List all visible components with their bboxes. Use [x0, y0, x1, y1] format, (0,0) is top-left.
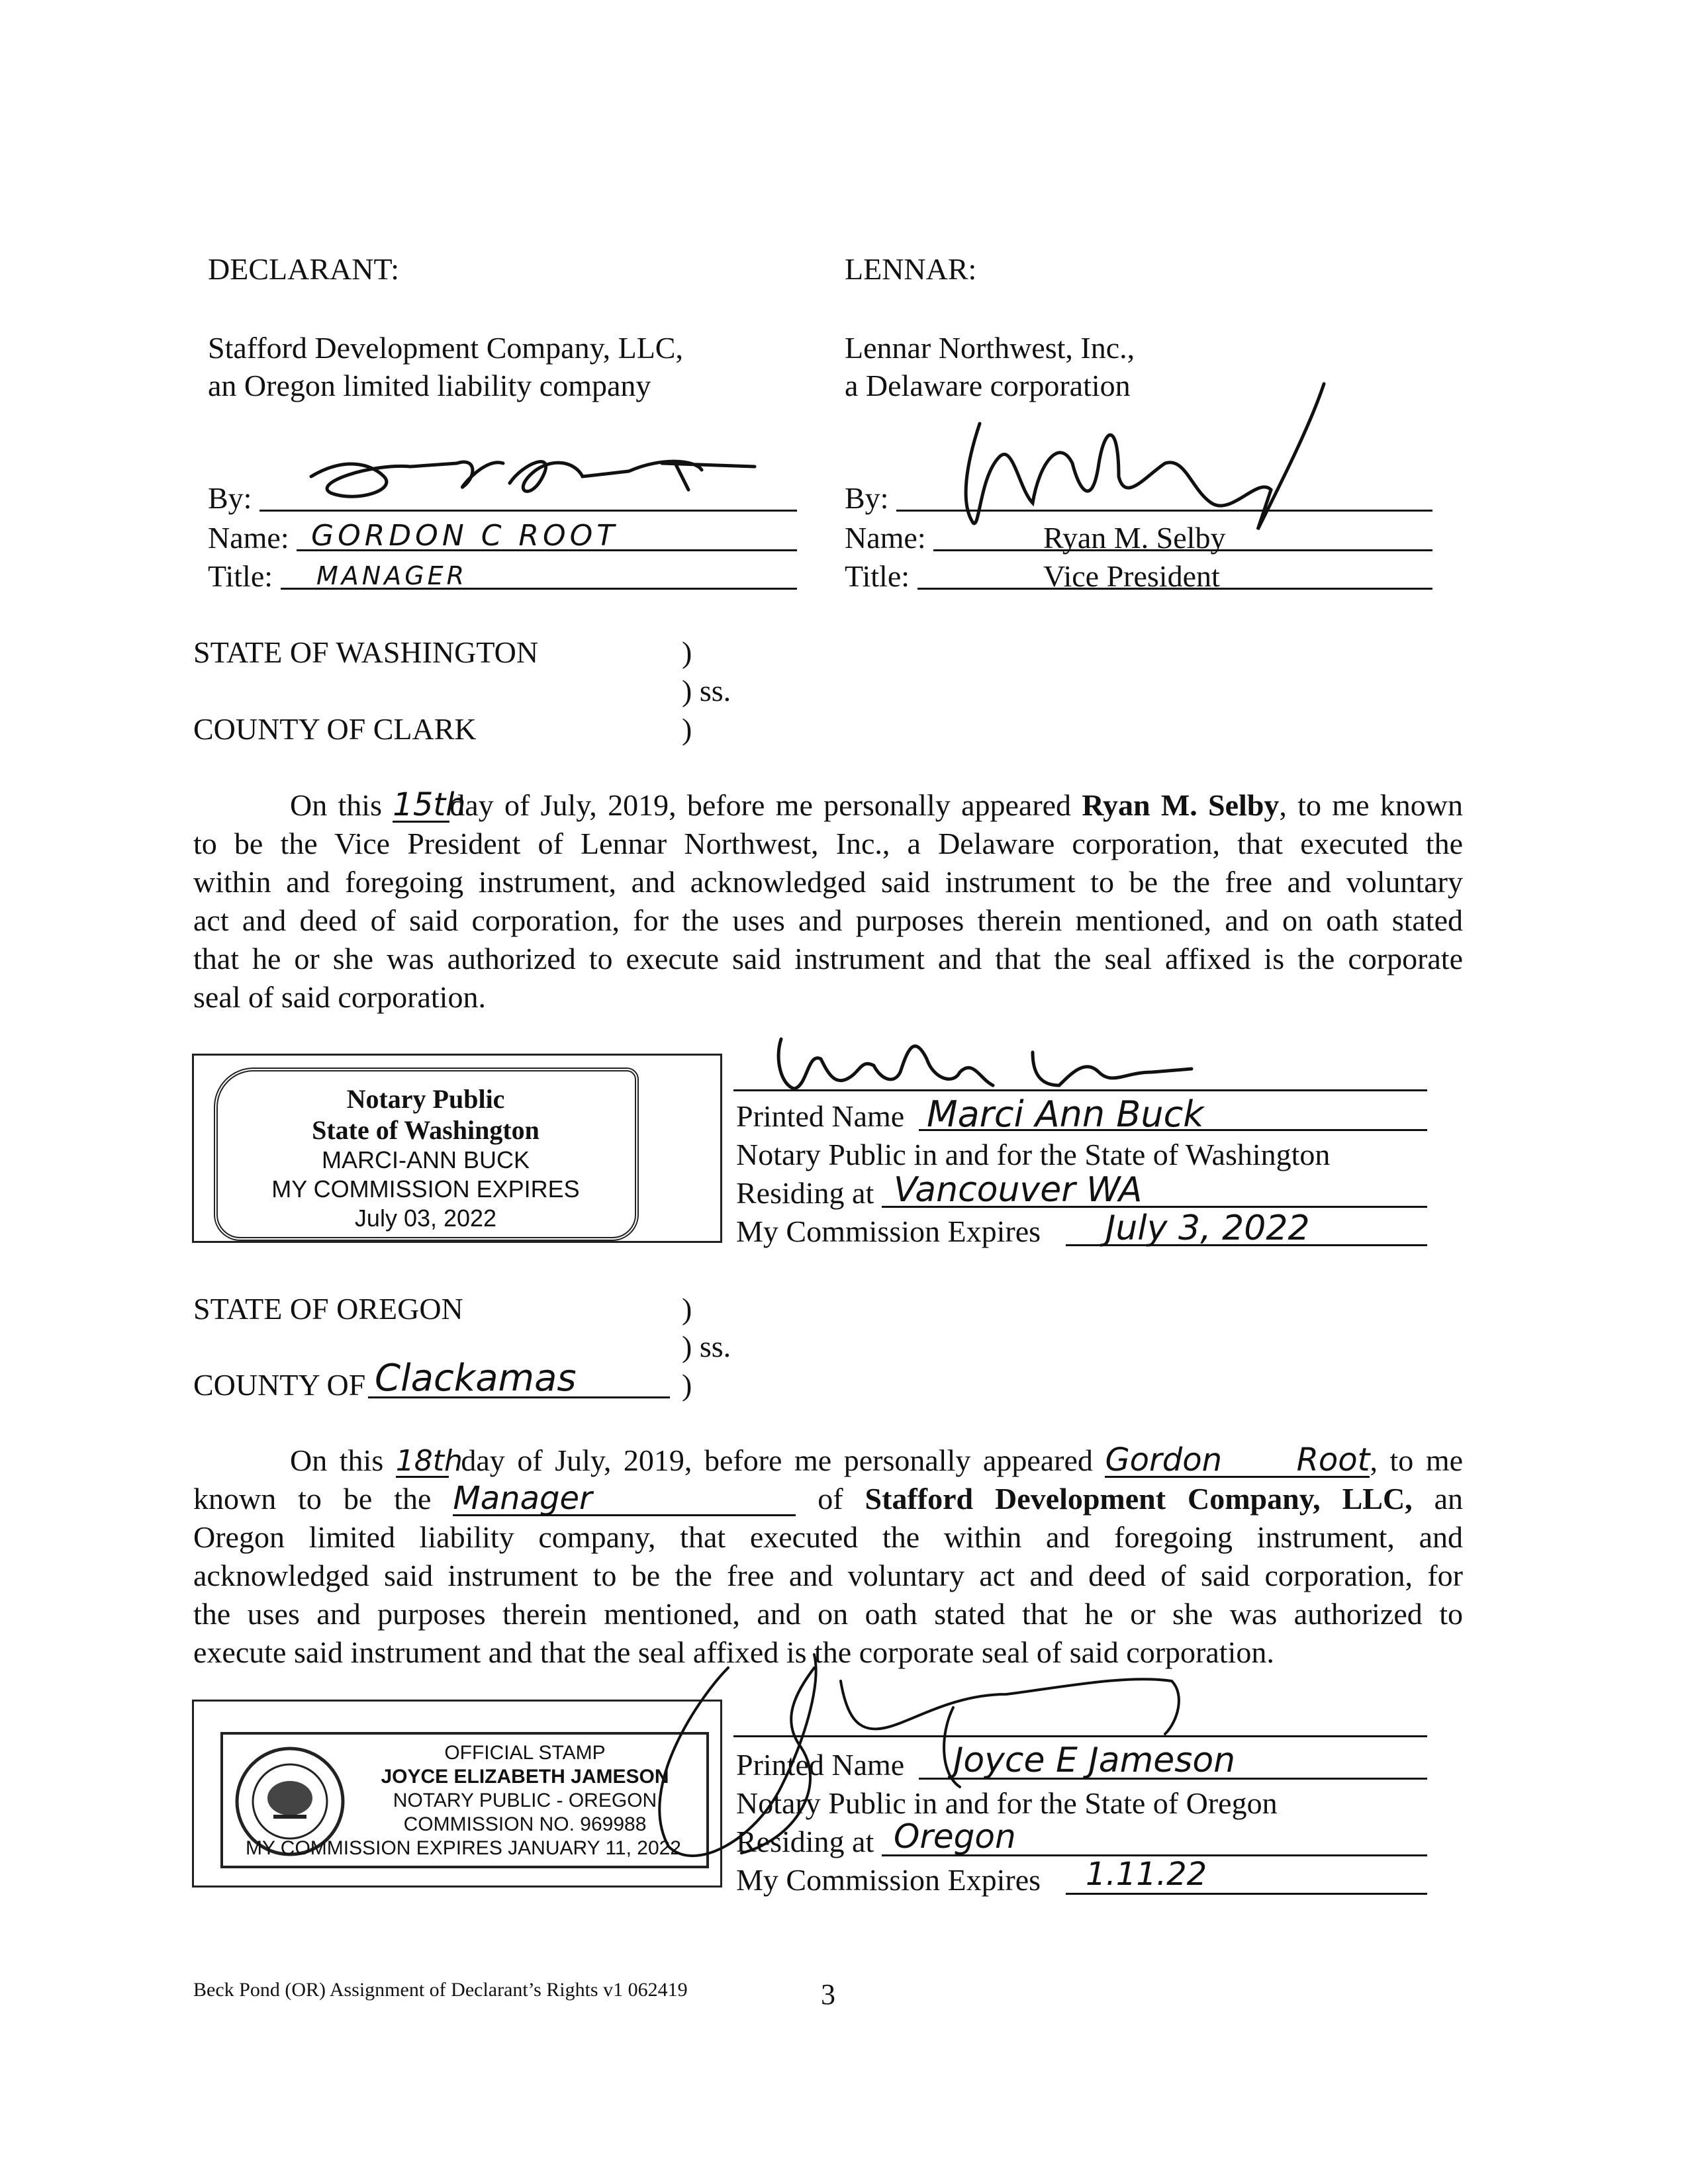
or-expires-handwritten: 1.11.22 [1086, 1856, 1207, 1893]
or-county-handwritten: Clackamas [375, 1357, 577, 1400]
wa-stamp-commission: MY COMMISSION EXPIRES [271, 1175, 580, 1203]
wa-line2: to be the Vice President of Lennar Northwest, Inc., a Delaware corporation, that executed the [193, 827, 1463, 860]
lennar-title: Vice President [1043, 559, 1220, 593]
or-printed-name-handwritten: Joyce E Jameson [953, 1741, 1236, 1780]
wa-printed-name-label: Printed Name [736, 1099, 905, 1133]
or-state-line: STATE OF OREGON [193, 1292, 463, 1326]
wa-state-line: STATE OF WASHINGTON [193, 635, 539, 669]
declarant-name-handwritten: GORDON C ROOT [311, 519, 619, 553]
page-number: 3 [821, 1978, 835, 2011]
lennar-name-label: Name: [845, 521, 926, 555]
lennar-title-label: Title: [845, 559, 910, 593]
wa-expires-label: My Commission Expires [736, 1214, 1041, 1248]
or-line6: execute said instrument and that the seal affixed is the corporate seal of said corporation. [193, 1635, 1274, 1669]
wa-line1-a: day of July, 2019, before me personally appeared [449, 788, 1072, 822]
or-expires-line [1066, 1893, 1427, 1895]
or-line3: Oregon limited liability company, that executed the within and foregoing instrument, and [193, 1520, 1463, 1554]
or-stamp-number: COMMISSION NO. 969988 [403, 1813, 647, 1835]
wa-stamp-title: Notary Public [346, 1084, 505, 1114]
or-residing-handwritten: Oregon [894, 1817, 1016, 1856]
or-county-label: COUNTY OF [193, 1368, 366, 1402]
or-line1-a: On this [290, 1443, 384, 1477]
or-paren-1: ) [682, 1292, 692, 1326]
lennar-heading: LENNAR: [845, 252, 977, 286]
wa-stamp-name: MARCI-ANN BUCK [321, 1146, 530, 1173]
wa-signer: Ryan M. Selby [1082, 788, 1280, 822]
declarant-company: Stafford Development Company, LLC, [208, 331, 683, 365]
declarant-type: an Oregon limited liability company [208, 369, 651, 402]
declarant-name-label: Name: [208, 521, 289, 555]
footer-doc-ref: Beck Pond (OR) Assignment of Declarant’s Rights v1 062419 [193, 1979, 688, 2001]
or-day-handwritten: 18th [395, 1444, 463, 1478]
lennar-name: Ryan M. Selby [1043, 521, 1226, 555]
wa-county-line: COUNTY OF CLARK [193, 712, 477, 746]
declarant-title-handwritten: MANAGER [316, 561, 468, 590]
or-line2-a: known to be the [193, 1482, 432, 1516]
wa-line1-b: , to me known [1279, 788, 1464, 822]
or-ss: ) ss. [682, 1330, 731, 1363]
or-signature-line [733, 1735, 1427, 1737]
wa-line3: within and foregoing instrument, and acknowledged said instrument to be the free and voluntary [193, 865, 1463, 899]
wa-paren-2: ) [682, 712, 692, 746]
wa-ss: ) ss. [682, 674, 731, 707]
or-residing-label: Residing at [736, 1825, 874, 1858]
or-line2-b: of [818, 1482, 843, 1516]
wa-residing-handwritten: Vancouver WA [894, 1170, 1143, 1210]
lennar-by-label: By: [845, 481, 889, 515]
or-line5: the uses and purposes therein mentioned, and on oath stated that he or she was authorized to [193, 1597, 1463, 1631]
or-company: Stafford Development Company, LLC, [865, 1482, 1413, 1516]
or-signer-handwritten: Gordon Root [1105, 1441, 1370, 1479]
or-line1-c: , to me [1370, 1443, 1464, 1477]
lennar-type: a Delaware corporation [845, 369, 1131, 402]
wa-stamp-state: State of Washington [312, 1115, 539, 1145]
wa-line6: seal of said corporation. [193, 980, 486, 1014]
declarant-by-label: By: [208, 481, 252, 515]
wa-notary-line: Notary Public in and for the State of Washington [736, 1138, 1331, 1171]
or-role-handwritten: Manager [453, 1482, 796, 1516]
or-stamp-name: JOYCE ELIZABETH JAMESON [381, 1766, 669, 1788]
or-paren-2: ) [682, 1368, 692, 1402]
wa-expires-handwritten: July 3, 2022 [1105, 1208, 1310, 1248]
or-line2-c: an [1434, 1482, 1464, 1516]
or-stamp-expires: MY COMMISSION EXPIRES JANUARY 11, 2022 [245, 1837, 681, 1859]
wa-line4: act and deed of said corporation, for the uses and purposes therein mentioned, and on oath stated [193, 903, 1463, 937]
or-stamp-official: OFFICIAL STAMP [444, 1742, 606, 1764]
or-line1-b: day of July, 2019, before me personally appeared [461, 1443, 1093, 1477]
wa-line5: that he or she was authorized to execute said instrument and that the seal affixed is the corporate [193, 942, 1463, 976]
wa-paren-1: ) [682, 635, 692, 669]
wa-intro: On this [290, 788, 382, 822]
or-stamp-notary: NOTARY PUBLIC - OREGON [393, 1790, 657, 1811]
lennar-company: Lennar Northwest, Inc., [845, 331, 1135, 365]
or-notary-line: Notary Public in and for the State of Oregon [736, 1786, 1278, 1820]
declarant-title-label: Title: [208, 559, 273, 593]
or-line4: acknowledged said instrument to be the free and voluntary act and deed of said corporation, for [193, 1559, 1463, 1592]
wa-day-handwritten: 15th [393, 786, 466, 823]
or-expires-label: My Commission Expires [736, 1863, 1041, 1897]
wa-residing-label: Residing at [736, 1176, 874, 1210]
or-printed-name-label: Printed Name [736, 1748, 905, 1782]
wa-printed-name-handwritten: Marci Ann Buck [927, 1093, 1204, 1135]
wa-stamp-date: July 03, 2022 [354, 1205, 497, 1232]
declarant-heading: DECLARANT: [208, 252, 400, 286]
